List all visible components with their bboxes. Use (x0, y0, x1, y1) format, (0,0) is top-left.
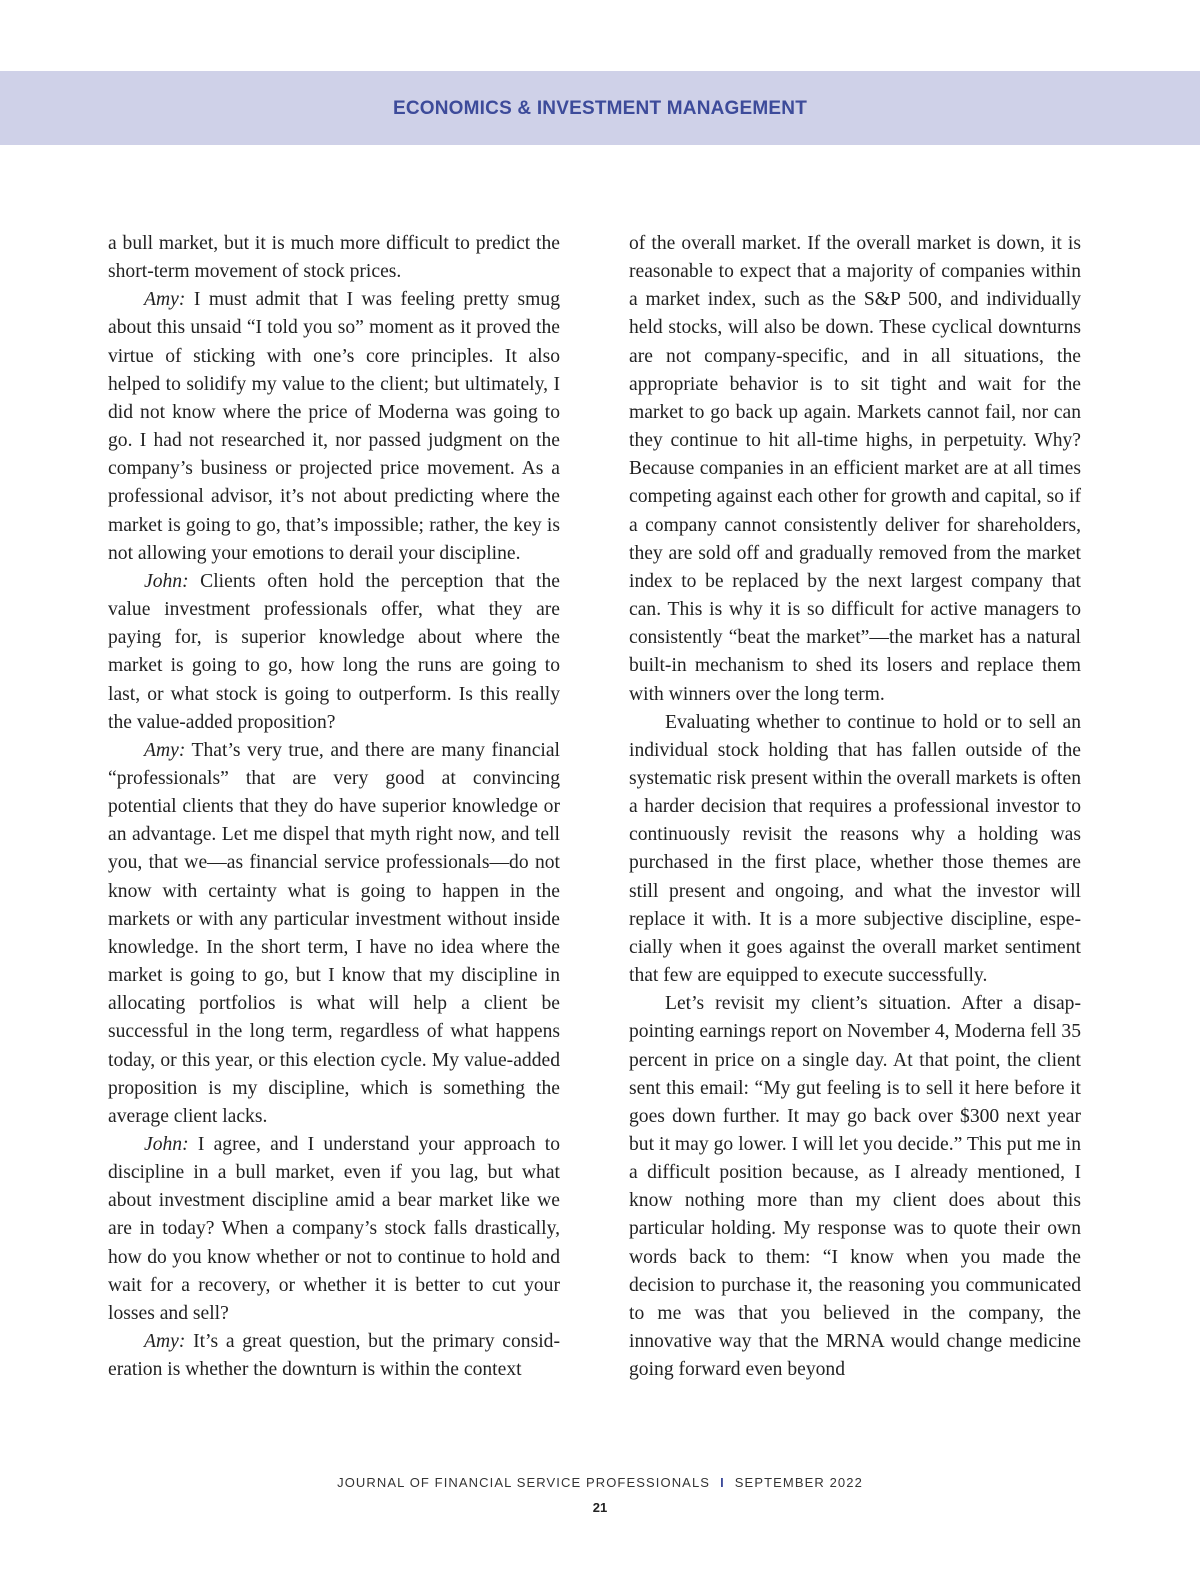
journal-name: JOURNAL OF FINANCIAL SERVICE PROFESSIONALS (337, 1475, 711, 1490)
paragraph-text: That’s very true, and there are many financial “professionals” that are very good at convincing potential clients that they do have superior knowledge or an advantage. Let me dispel that myth right now, and tell you, that we—as financial service professionals—do not know with certainty what is going to happen in the markets or with any particular investment without inside knowledge. In the short term, I have no idea where the market is going to go, but I know that my discipline in allocating portfolios is what will help a client be successful in the long term, regardless of what happens today, or this year, or this election cycle. My value-added proposition is my discipline, which is something the average client lacks. (108, 739, 560, 1127)
section-header-band (0, 71, 1200, 145)
speaker-label: John: (144, 570, 189, 592)
speaker-label: Amy: (144, 289, 186, 311)
paragraph-text: It’s a great question, but the primary consideration is whether the downturn is within the context (108, 1331, 560, 1381)
speaker-label: John: (144, 1134, 189, 1155)
section-title: ECONOMICS & INVESTMENT MANAGEMENT (392, 98, 808, 119)
paragraph: Evaluating whether to continue to hold or to sell an individual stock holding that has fallen outside of the systematic risk present within the overall markets is often a harder decision that requires a professional investor to continuously revisit the reasons why a holding was purchased in the first place, whether those themes are still present and ongoing, and what the investor will replace it with. It is a more subjective discipline, especially when it goes against the overall market sentiment that few are equipped to execute successfully. (629, 711, 1081, 987)
paragraph (108, 286, 560, 568)
speaker-label: Amy: (144, 1331, 186, 1353)
paragraph: a bull market, but it is much more difficult to predict the short-term movement of stock prices. (108, 233, 560, 283)
speaker-label: Amy: (144, 739, 186, 761)
paragraph: Let’s revisit my client’s situation. After a disappointing earnings report on November 4, Moderna fell 35 percent in price on a single day. At that point, the client sent this email: “My gut feeling is to sell it here before it goes down further. It may go back over $300 next year but it may go lower. I will let you decide.” This put me in a difficult position because, as I already mentioned, I know nothing more than my client does about this particular holding. My response was to quote their own words back to them: “I know when you made the decision to purchase it, the reasoning you communicated to me was that you believed in the company, the innovative way that the MRNA would change medicine going forward even beyond (629, 993, 1081, 1381)
paragraph (108, 1131, 560, 1328)
paragraph-text: I agree, and I understand your approach to discipline in a bull market, even if you lag, but what about investment discipline amid a bear market like we are in today? When a company’s stock falls drastically, how do you know whether or not to continue to hold and wait for a recovery, or whether it is better to cut your losses and sell? (108, 1134, 560, 1324)
paragraph (108, 568, 560, 737)
paragraph-text: Clients often hold the perception that the value investment professionals offer, what they are paying for, is superior knowledge about where the market is going to go, how long the runs are going to last, or what stock is going to outperform. Is this really the value-added proposition? (108, 570, 560, 733)
running-footer (0, 1475, 1200, 1490)
issue-date: SEPTEMBER 2022 (734, 1475, 863, 1490)
footer-separator: I (720, 1475, 725, 1490)
right-column (629, 230, 1081, 1384)
paragraph: of the overall market. If the overall market is down, it is reasonable to expect that a majority of companies within a market index, such as the S&P 500, and individually held stocks, will also be down. These cyclical downturns are not company-specific, and in all situations, the appropriate behavior is to sit tight and wait for the market to go back up again. Markets cannot fail, nor can they continue to hit all-time highs, in perpetuity. Why? Because companies in an efficient market are at all times competing against each other for growth and capital, so if a company cannot consistently deliver for shareholders, they are sold off and gradually removed from the market index to be replaced by the next largest company that can. This is why it is so difficult for active managers to consistently “beat the market”—the market has a natural built-in mechanism to shed its losers and replace them with winners over the long term. (629, 233, 1081, 705)
paragraph-text: I must admit that I was feeling pretty smug about this unsaid “I told you so” moment as it proved the virtue of sticking with one’s core principles. It also helped to solidify my value to the client; but ultimately, I did not know where the price of Moderna was going to go. I had not researched it, nor passed judgment on the company’s business or projected price movement. As a professional advisor, it’s not about predicting where the market is going to go, that’s impossible; rather, the key is not allowing your emotions to derail your discipline. (108, 289, 560, 564)
paragraph (108, 737, 560, 1131)
left-column (108, 230, 560, 1384)
page-number: 21 (592, 1500, 608, 1515)
paragraph (108, 1328, 560, 1384)
